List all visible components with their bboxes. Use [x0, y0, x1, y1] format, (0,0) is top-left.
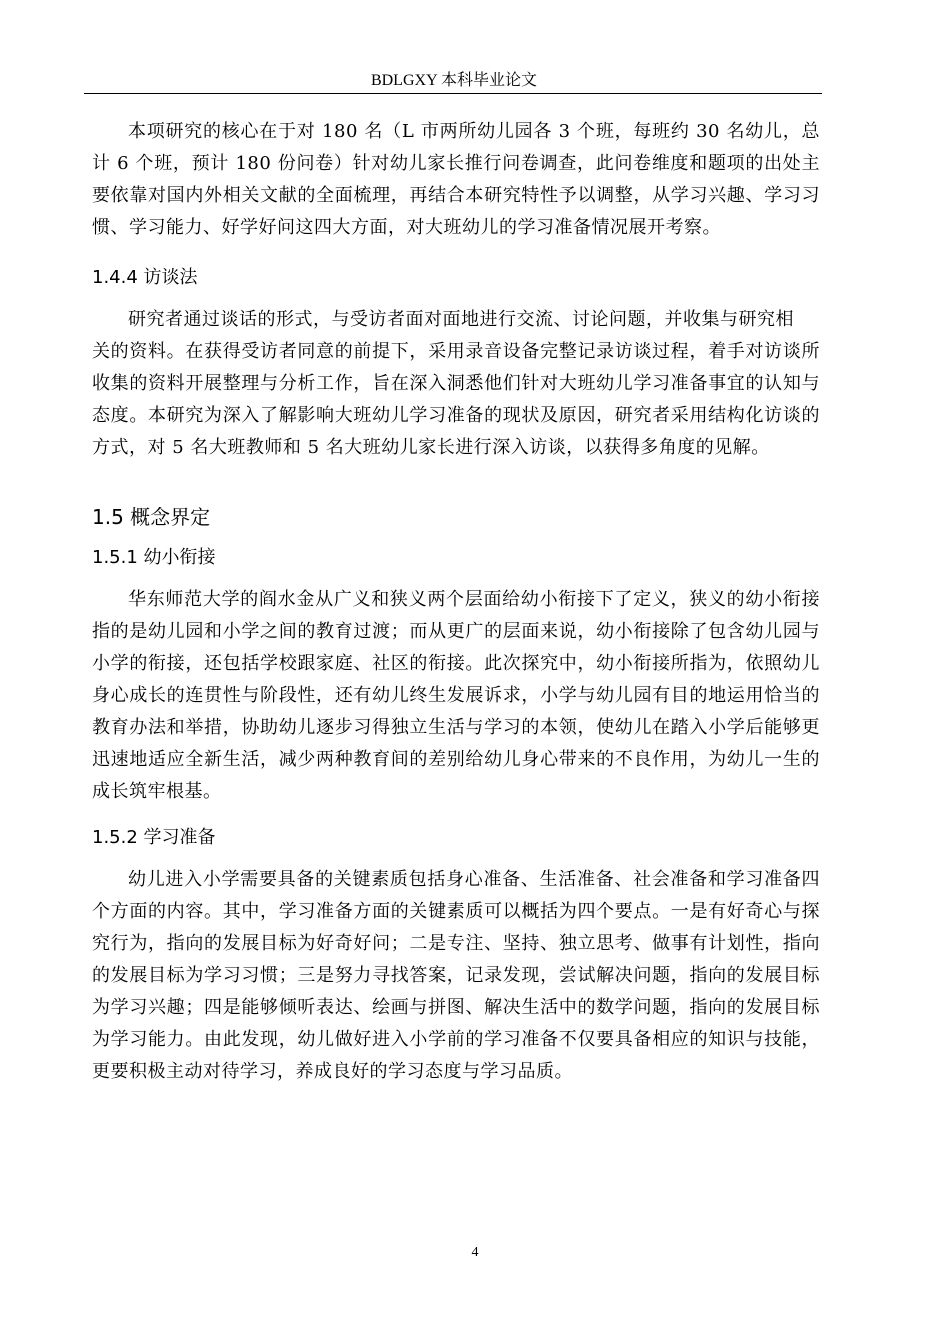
heading-1-5-1-transition: 1.5.1 幼小衔接 [92, 547, 216, 568]
paragraph-questionnaire: 本项研究的核心在于对 180 名（L 市两所幼儿园各 3 个班，每班约 30 名幼儿，总计 6 个班，预计 180 份问卷）针对幼儿家长推行问卷调查，此问卷维度和题项的出处主要依靠对国内外相关文献的全面梳理，再结合本研究特性予以调整，从学习兴趣、学习习惯、学习能力、好学好问这四大方面，对大班幼儿的学习准备情况展开考察。 [92, 121, 820, 238]
heading-1-5-concepts: 1.5 概念界定 [92, 505, 211, 529]
header-divider [84, 93, 822, 94]
page-number: 4 [471, 1245, 479, 1260]
paragraph-transition: 华东师范大学的阎水金从广义和狭义两个层面给幼小衔接下了定义，狭义的幼小衔接指的是幼儿园和小学之间的教育过渡；而从更广的层面来说，幼小衔接除了包含幼儿园与小学的衔接，还包括学校跟家庭、社区的衔接。此次探究中，幼小衔接所指为，依照幼儿身心成长的连贯性与阶段性，还有幼儿终生发展诉求，小学与幼儿园有目的地运用恰当的教育办法和举措，协助幼儿逐步习得独立生活与学习的本领，使幼儿在踏入小学后能够更迅速地适应全新生活，减少两种教育间的差别给幼儿身心带来的不良作用，为幼儿一生的成长筑牢根基。 [92, 589, 820, 802]
paragraph-readiness: 幼儿进入小学需要具备的关键素质包括身心准备、生活准备、社会准备和学习准备四个方面的内容。其中，学习准备方面的关键素质可以概括为四个要点。一是有好奇心与探究行为，指向的发展目标为好奇好问；二是专注、坚持、独立思考、做事有计划性，指向的发展目标为学习习惯；三是努力寻找答案，记录发现，尝试解决问题，指向的发展目标为学习兴趣；四是能够倾听表达、绘画与拼图、解决生活中的数学问题，指向的发展目标为学习能力。由此发现，幼儿做好进入小学前的学习准备不仅要具备相应的知识与技能，更要积极主动对待学习，养成良好的学习态度与学习品质。 [92, 869, 820, 1082]
heading-1-4-4-interview: 1.4.4 访谈法 [92, 267, 198, 288]
running-header: BDLGXY 本科毕业论文 [370, 72, 538, 89]
paragraph-interview: 研究者通过谈话的形式，与受访者面对面地进行交流、讨论问题，并收集与研究相 关的资料。在获得受访者同意的前提下，采用录音设备完整记录访谈过程，着手对访谈所收集的资料开展整理与分析工作，旨在深入洞悉他们针对大班幼儿学习准备事宜的认知与态度。本研究为深入了解影响大班幼儿学习准备的现状及原因，研究者采用结构化访谈的方式，对 5 名大班教师和 5 名大班幼儿家长进行深入访谈，以获得多角度的见解。 [92, 309, 820, 458]
heading-1-5-2-readiness: 1.5.2 学习准备 [92, 827, 216, 848]
document-body [92, 116, 820, 1088]
